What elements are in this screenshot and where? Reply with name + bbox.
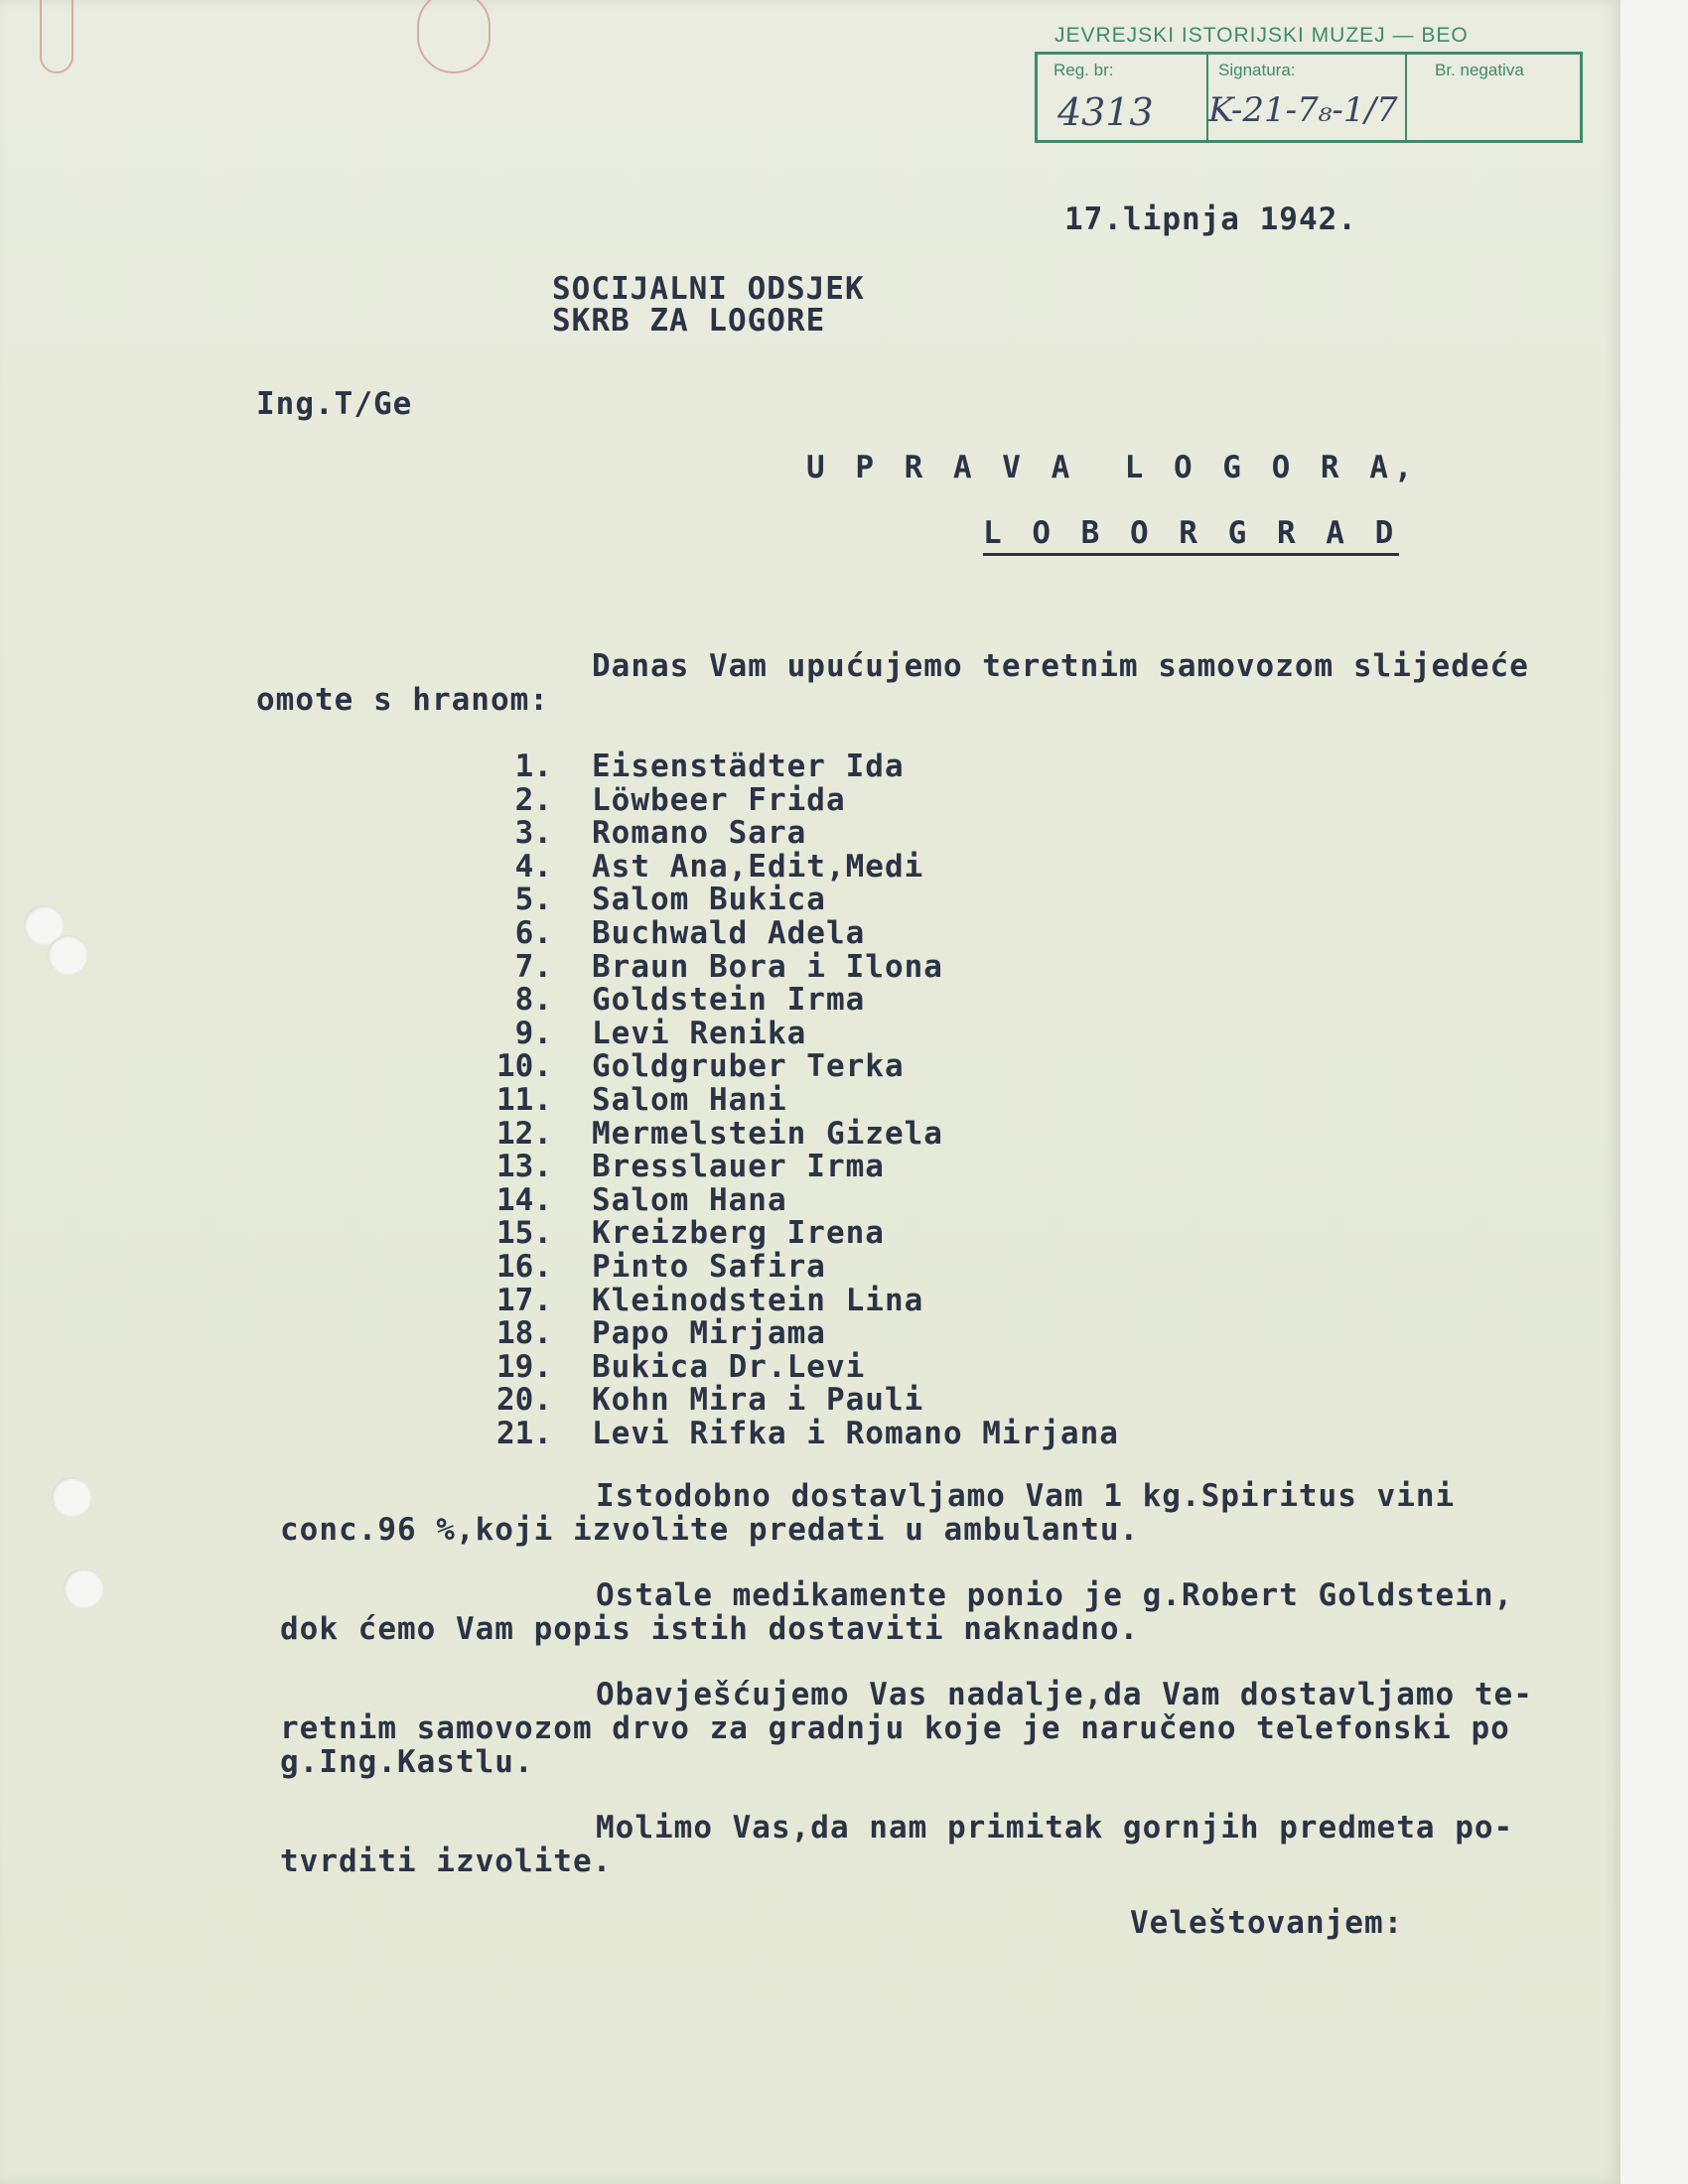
intro-line-2: omote s hranom: [256,682,549,718]
letter-date: 17.lipnja 1942. [1064,202,1357,237]
stamp-signatura-value: K-21-7₈-1/7 [1208,90,1398,130]
list-item-name: Kleinodstein Lina [592,1283,924,1318]
list-item-number: 15. [496,1215,552,1251]
stamp-signatura-label: Signatura: [1218,61,1296,79]
paragraph-4-line-1: Molimo Vas,da nam primitak gornjih predmeta po- [596,1810,1514,1845]
punch-hole [52,1477,91,1517]
stamp-negativ-cell [1405,55,1580,140]
reference-code: Ing.T/Ge [256,386,413,422]
intro-line-1: Danas Vam upućujemo teretnim samovozom slijedeće [592,648,1529,684]
paragraph-1-line-1: Istodobno dostavljamo Vam 1 kg.Spiritus vini [596,1478,1456,1514]
paragraph-2-line-1: Ostale medikamente ponio je g.Robert Goldstein, [596,1577,1514,1613]
stamp-signatura-cell [1206,55,1407,140]
list-item-number: 17. [496,1283,552,1318]
list-item-name: Bukica Dr.Levi [592,1349,866,1385]
list-item-number: 20. [496,1382,552,1418]
list-item-number: 19. [496,1349,552,1385]
list-item-name: Levi Renika [592,1016,807,1051]
list-item-name: Mermelstein Gizela [592,1116,943,1152]
paragraph-1-line-2: conc.96 %,koji izvolite predati u ambulantu. [280,1512,1140,1548]
sender-line-1: SOCIJALNI ODSJEK [552,271,865,307]
list-item-number: 4. [514,849,552,885]
list-item-name: Braun Bora i Ilona [592,949,943,985]
list-item-name: Eisenstädter Ida [592,749,905,784]
stamp-reg-label: Reg. br: [1054,61,1114,79]
list-item-number: 5. [514,882,552,917]
list-item-name: Pinto Safira [592,1249,826,1285]
ink-mark [40,0,73,73]
list-item-name: Goldstein Irma [592,982,866,1018]
list-item-number: 21. [496,1416,552,1451]
recipient-line-2: L O B O R G R A D [983,518,1399,556]
museum-stamp-text: JEVREJSKI ISTORIJSKI MUZEJ — BEO [1055,24,1469,47]
list-item-number: 18. [496,1315,552,1351]
stamp-reg-value: 4313 [1057,90,1154,134]
punch-hole [48,935,87,975]
list-item-number: 9. [514,1016,552,1051]
list-item-number: 2. [514,782,552,818]
list-item-number: 10. [496,1048,552,1084]
page-edge [1620,0,1688,2184]
list-item-number: 1. [514,749,552,784]
list-item-name: Goldgruber Terka [592,1048,905,1084]
paragraph-4-line-2: tvrditi izvolite. [280,1843,613,1879]
list-item-number: 6. [514,915,552,951]
paragraph-2-line-2: dok ćemo Vam popis istih dostaviti naknadno. [280,1611,1140,1647]
list-item-number: 11. [496,1082,552,1118]
list-item-name: Kohn Mira i Pauli [592,1382,924,1418]
list-item-name: Salom Hana [592,1182,787,1218]
list-item-name: Levi Rifka i Romano Mirjana [592,1416,1119,1451]
recipient-line-1: U P R A V A L O G O R A, [806,450,1419,485]
list-item-number: 3. [514,815,552,851]
list-item-number: 7. [514,949,552,985]
paragraph-3-line-3: g.Ing.Kastlu. [280,1744,534,1780]
stamp-negativ-label: Br. negativa [1435,61,1524,79]
sender-line-2: SKRB ZA LOGORE [552,303,826,339]
list-item-number: 16. [496,1249,552,1285]
archive-stamp [1035,52,1583,143]
paragraph-3-line-2: retnim samovozom drvo za gradnju koje je naručeno telefonski po [280,1710,1510,1746]
list-item-name: Löwbeer Frida [592,782,846,818]
ink-mark [417,0,491,73]
list-item-name: Salom Hani [592,1082,787,1118]
list-item-name: Buchwald Adela [592,915,866,951]
list-item-name: Romano Sara [592,815,807,851]
list-item-name: Kreizberg Irena [592,1215,885,1251]
list-item-number: 14. [496,1182,552,1218]
stamp-reg-cell [1038,55,1208,140]
closing-salutation: Veleštovanjem: [1130,1905,1404,1941]
list-item-number: 12. [496,1116,552,1152]
list-item-number: 8. [514,982,552,1018]
list-item-name: Salom Bukica [592,882,826,917]
list-item-number: 13. [496,1149,552,1184]
paragraph-3-line-1: Obavješćujemo Vas nadalje,da Vam dostavljamo te- [596,1677,1533,1712]
list-item-name: Bresslauer Irma [592,1149,885,1184]
punch-hole [64,1569,103,1608]
list-item-name: Papo Mirjama [592,1315,826,1351]
list-item-name: Ast Ana,Edit,Medi [592,849,924,885]
